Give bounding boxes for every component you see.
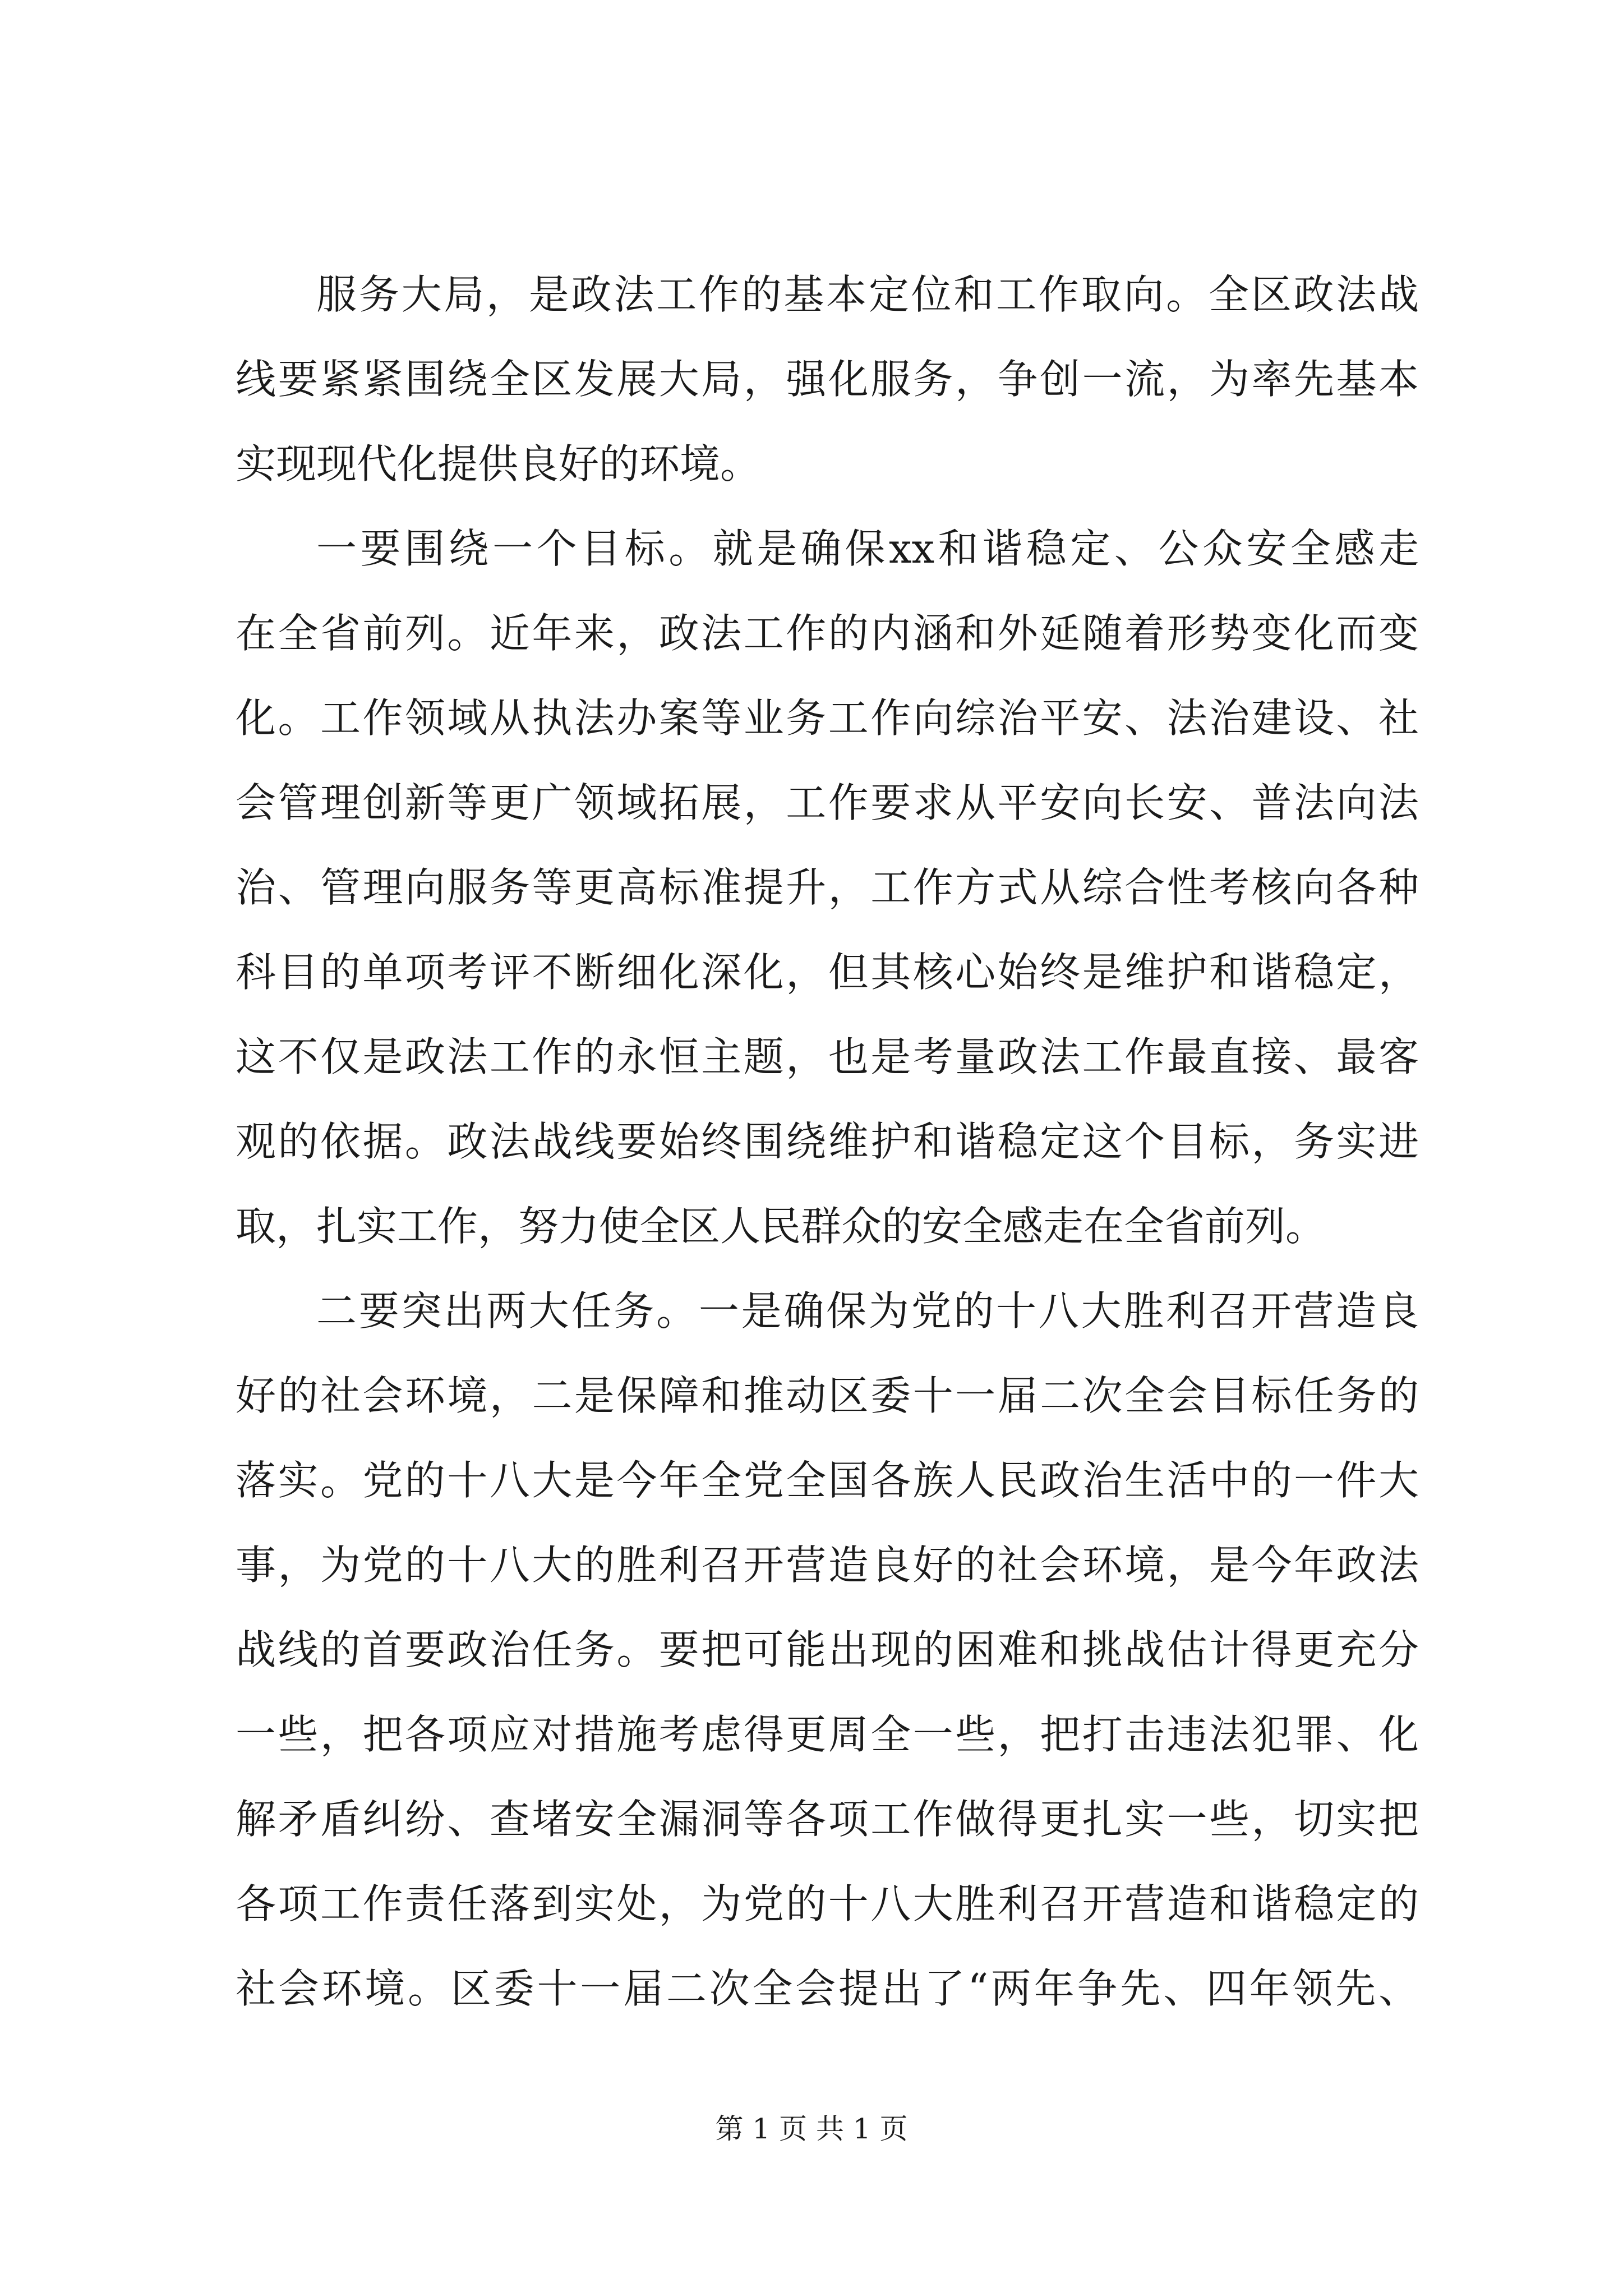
paragraph-2-line-3: 化。工作领域从执法办案等业务工作向综治平安、法治建设、社 xyxy=(236,694,1419,742)
paragraph-1-line-2: 线要紧紧围绕全区发展大局，强化服务，争创一流，为率先基本 xyxy=(236,356,1419,403)
paragraph-2-line-1: 一要围绕一个目标。就是确保xx和谐稳定、公众安全感走 xyxy=(316,525,1419,572)
paragraph-3-line-1: 二要突出两大任务。一是确保为党的十八大胜利召开营造良 xyxy=(316,1287,1419,1335)
paragraph-2-line-5: 治、管理向服务等更高标准提升，工作方式从综合性考核向各种 xyxy=(236,864,1419,911)
paragraph-3-line-6: 一些，把各项应对措施考虑得更周全一些，把打击违法犯罪、化 xyxy=(236,1711,1419,1758)
paragraph-1-line-1: 服务大局，是政法工作的基本定位和工作取向。全区政法战 xyxy=(316,271,1419,318)
page-number-footer: 第 1 页 共 1 页 xyxy=(715,2113,908,2145)
document-body xyxy=(236,252,1419,2031)
paragraph-3-line-4: 事，为党的十八大的胜利召开营造良好的社会环境，是今年政法 xyxy=(236,1542,1419,1589)
paragraph-2-line-2: 在全省前列。近年来，政法工作的内涵和外延随着形势变化而变 xyxy=(236,610,1419,657)
paragraph-1-line-3: 实现现代化提供良好的环境。 xyxy=(236,440,761,487)
paragraph-2-line-7: 这不仅是政法工作的永恒主题，也是考量政法工作最直接、最客 xyxy=(236,1033,1419,1080)
paragraph-3-line-2: 好的社会环境，二是保障和推动区委十一届二次全会目标任务的 xyxy=(236,1372,1419,1419)
paragraph-2-line-9: 取，扎实工作，努力使全区人民群众的安全感走在全省前列。 xyxy=(236,1203,1326,1250)
paragraph-3-line-7: 解矛盾纠纷、查堵安全漏洞等各项工作做得更扎实一些，切实把 xyxy=(236,1796,1419,1843)
paragraph-3-line-8: 各项工作责任落到实处，为党的十八大胜利召开营造和谐稳定的 xyxy=(236,1880,1419,1927)
paragraph-3-line-5: 战线的首要政治任务。要把可能出现的困难和挑战估计得更充分 xyxy=(236,1626,1419,1673)
paragraph-3-line-3: 落实。党的十八大是今年全党全国各族人民政治生活中的一件大 xyxy=(236,1457,1419,1504)
paragraph-2-line-6: 科目的单项考评不断细化深化，但其核心始终是维护和谐稳定， xyxy=(236,949,1419,996)
paragraph-3-line-9: 社会环境。区委十一届二次全会提出了“两年争先、四年领先、 xyxy=(236,1965,1419,2012)
paragraph-2-line-8: 观的依据。政法战线要始终围绕维护和谐稳定这个目标，务实进 xyxy=(236,1118,1419,1165)
paragraph-2-line-4: 会管理创新等更广领域拓展，工作要求从平安向长安、普法向法 xyxy=(236,779,1419,826)
